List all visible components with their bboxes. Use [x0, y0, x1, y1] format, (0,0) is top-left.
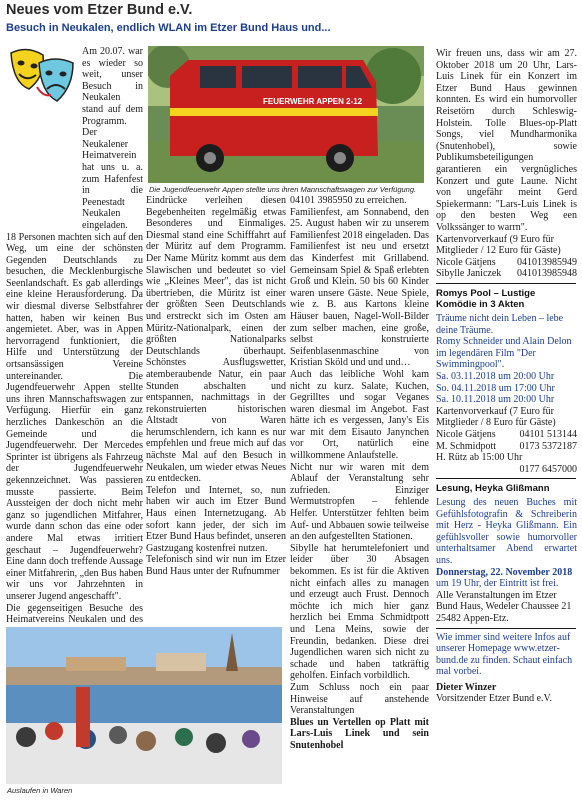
phone-number-text: 04101 3985950 zu erreichen. [290, 195, 407, 206]
food-paragraph: Auch das leibliche Wohl kam nicht zu kurz. Salate, Kuchen, Gegrilltes und sogar Veganes waren diesmal im Angebot. Fast hätte ich es vergessen, Jany's Eis war mit dem Eisauto Janynchen vor Ort, natürlich eine willkommene Anlaufstelle. [290, 368, 429, 462]
mueritz-paragraph: Eindrücke verleihen diesen Begebenheiten regelmäßig etwas Besonderes und Einmaliges. Diesmal stand eine Schifffahrt auf der Müritz auf dem Programm. Der Name Müritz kommt aus dem Slawischen und bedeutet so viel wie „Kleines Meer", das ist nicht übertrieben, die Müritz ist einer der größten Seen Deutschlands und erstreckt sich im Osten am Müritz-Nationalpark, einen der größten Nationalparks Deutschlands überhaupt. Schönstes Ausflugswetter, atemberaubende Natur, ein paar Stunden abschalten und entspannen, nachmittags in der rekonstruierten historischen Altstadt von Waren herumschlendern, ich kann es nur empfehlen und freue mich auf das nächste Mal auf den Besuch in Neukalen, um wieder etwas Neues zu entdecken. [146, 195, 286, 485]
presale-info-2: Kartenvorverkauf (7 Euro für Mitglieder / 8 Euro für Gäste) [436, 405, 556, 429]
fire-truck-illustration [148, 46, 424, 183]
reading-heading: Lesung, Heyka Glißmann [436, 483, 550, 495]
intro-text: Am 20.07. war es wieder so weit, unser Besuch in Neukalen stand auf dem Programm. Der Neukalener Heimatverein hat uns u. a. zum Hafenfest in die Peenestadt Neukalen eingeladen. [82, 46, 143, 231]
contact-row [436, 429, 577, 441]
divider [436, 283, 576, 284]
venue-info: Alle Veranstaltungen im Etzer Bund Haus, Wedeler Chaussee 21 25482 Appen-Etz. [436, 589, 572, 624]
contact-name: Nicole Gätjens [436, 256, 496, 268]
page-subtitle: Besuch in Neukalen, endlich WLAN im Etzer Bund Haus und... [6, 22, 331, 34]
helpers-paragraph: Nicht nur wir waren mit dem Ablauf der Veranstaltung sehr zufrieden. Einziger Wermutstropfen – fehlende Helfer. Unterstützer fehlten beim Auf- und Abbauen sowie teilweise an den aufgestellten Stationen. [290, 461, 429, 543]
page-title: Neues vom Etzer Bund e.V. [6, 2, 193, 18]
romys-pool-heading: Romys Pool – Lustige Komödie in 3 Akten [436, 287, 536, 311]
intro-paragraph [6, 46, 143, 232]
reading-date: Donnerstag, 22. November 2018 [436, 566, 573, 578]
family-fest-paragraph: Familienfest, am Sonnabend, den 25. August haben wir zu unserem Familienfest 2018 eingeladen. Das Familienfest ist neu und ersetzt das Kinderfest mit Grillabend. Gemeinsam Spiel & Spaß erlebten Groß und Klein. 50 bis 60 Kinder waren unsere Gäste. Neue Spiele, wie z. B. aus Kartons kleine Häuser bauen, Nagel-Woll-Bilder zum selber machen, eine große, selbst konstruierte Seifenblasenmaschine von Kristian Sköld und und und… [290, 206, 429, 369]
concert-paragraph: Wir freuen uns, dass wir am 27. Oktober 2018 um 20 Uhr, Lars-Luis Linek für ein Konzert im Etzer Bund Haus gewinnen konnten. Es wird ein humorvoller Reisetörn durch Schleswig-Holstein. Tolle Blues-op-Platt Songs, viel Mundharmonika (Snutenhobel), sowie Publikumsbeteiligungen garantieren ein vergnügliches Konzert und gute Laune. Nicht von ungefähr meint Gerd Spiekermann: "Lars-Luis Linek is op den besten Weg een Volkssänger to warrn". [436, 48, 577, 233]
divider [436, 478, 576, 479]
truck-caption: Die Jugendfeuerwehr Appen stellte uns ihren Mannschaftswagen zur Verfügung. [149, 185, 417, 194]
contact-name: Sibylle Janiczek [436, 268, 502, 280]
column-3 [290, 195, 429, 752]
contact-phone: 041013985949 [517, 256, 577, 268]
contact-phone: 041013985948 [517, 268, 577, 280]
contact-row [436, 441, 577, 453]
truck-lettering: FEUERWEHR APPEN 2-12 [263, 97, 363, 106]
contact-phone: 04101 513144 [519, 429, 577, 440]
column-1 [6, 46, 143, 660]
contact-phone: 0177 6457000 [519, 463, 577, 475]
show-date: So. 04.11.2018 um 17:00 Uhr [436, 382, 555, 394]
show-date: Sa. 03.11.2018 um 20:00 Uhr [436, 371, 555, 383]
romys-pool-description: Romy Schneider und Alain Delon im legendären Film "Der Swimmingpool". [436, 336, 572, 371]
contact-phone: 0173 5372187 [519, 440, 577, 452]
column-4 [436, 48, 577, 705]
column-2 [146, 195, 286, 578]
harbour-illustration [6, 627, 282, 784]
contact-row [436, 464, 577, 476]
signature-role: Vorsitzender Etzer Bund e.V. [436, 693, 552, 705]
events-intro: Zum Schluss noch ein paar Hinweise auf anstehende Veranstaltungen [290, 681, 429, 717]
harbour-photo [6, 627, 282, 784]
contact-name: Nicole Gätjens [436, 429, 496, 440]
fire-truck-photo [148, 46, 424, 183]
romys-pool-tagline: Träume nicht dein Leben – lebe deine Träume. [436, 313, 564, 336]
contact-row [436, 257, 577, 269]
internet-paragraph: Telefon und Internet, so, nun haben wir auch im Etzer Bund Haus einen Internetzugang. Ab sofort kann jeder, der sich im Etzer Bund Haus befindet, unseren Gastzugang kostenfrei nutzen. [146, 484, 286, 554]
homepage-info: Wie immer sind weitere Infos auf unserer Homepage www.etzer-bund.de zu finden. Schaut einfach mal vorbei. [436, 631, 573, 678]
presale-info-1: Kartenvorverkauf (9 Euro für Mitglieder / 12 Euro für Gäste) [436, 233, 561, 257]
phone-paragraph: Telefonisch sind wir nun im Etzer Bund Haus unter der Rufnummer [146, 554, 286, 577]
reading-time: um 19 Uhr, der Eintritt ist frei. [436, 578, 559, 590]
thanks-paragraph: Sibylle hat herumtelefoniert und leider über 30 Absagen bekommen. Es ist für die Aktiven nicht einfach alles zu managen und erzeugt auch Frust. Dennoch möchte ich mich hier ganz herzlich bei Emma Schmidtpott und Lena Meins, sowie der Freundin, bedanken. Diese drei Jugendlichen waren sich nicht zu schade und haben tatkräftig geholfen. Einfach vorbildlich. [290, 542, 429, 682]
reading-description: Lesung des neuen Buches mit Gefühlsfotografin & Schreiberin mit Herz - Heyka Glißmann. Ein gefühlsvoller sowie humorvoller unterhaltsamer Abend erwartet uns. [436, 496, 577, 566]
visits-paragraph: Die gegenseitigen Besuche des Heimatvereins Neukalen und des [6, 602, 143, 626]
contact-row [436, 268, 577, 280]
contact-name: H. Rütz ab 15:00 Uhr [436, 452, 523, 464]
trip-paragraph: 18 Personen machten sich auf den Weg, um eine der schönsten Gegenden Deutschlands zu besuchen, die Mecklenburgische Seenlandschaft. Es gab allerdings eine kleine Herausforderung. Da wir diesmal diverse Selbstfahrer hatten, haben wir keinen Bus angemietet. Aber, was in Appen hervorragend funktioniert, die Hilfe und Unterstützung der ortsansässigen Vereine untereinander. Die Jugendfeuerwehr Appen stellte uns ihren Mannschaftswagen zur Verfügung. Hierfür ein ganz herzliches Dankeschön an die Gemeinde und die Jugendfeuerwehr. Der Mercedes Sprinter ist übrigens als Fahrzeug der Jugendfeuerwehr gekennzeichnet. Was passieren musste passierte. Beim Aussteigen der doch nicht mehr ganz so jugendlichen Mitfahrer, wurde dann schon das eine oder andere Mal etwas irritiert geschaut – Jugendfeuerwehr? Eine dann doch treffende Aussage einer Mitfahrerin, „den Bus haben wir uns vor Jahrzehnten in unserer Jugend angeschafft". [6, 231, 143, 602]
harbour-caption: Auslaufen in Waren [7, 786, 73, 795]
contact-row [436, 452, 577, 464]
blues-event-heading: Blues un Vertellen op Platt mit Lars-Luis Linek und sein Snutenhobel [290, 716, 429, 751]
show-date: Sa. 10.11.2018 um 20:00 Uhr [436, 394, 555, 406]
divider [436, 628, 576, 629]
signature-name: Dieter Winzer [436, 681, 497, 693]
contact-name: M. Schmidpott [436, 440, 497, 452]
